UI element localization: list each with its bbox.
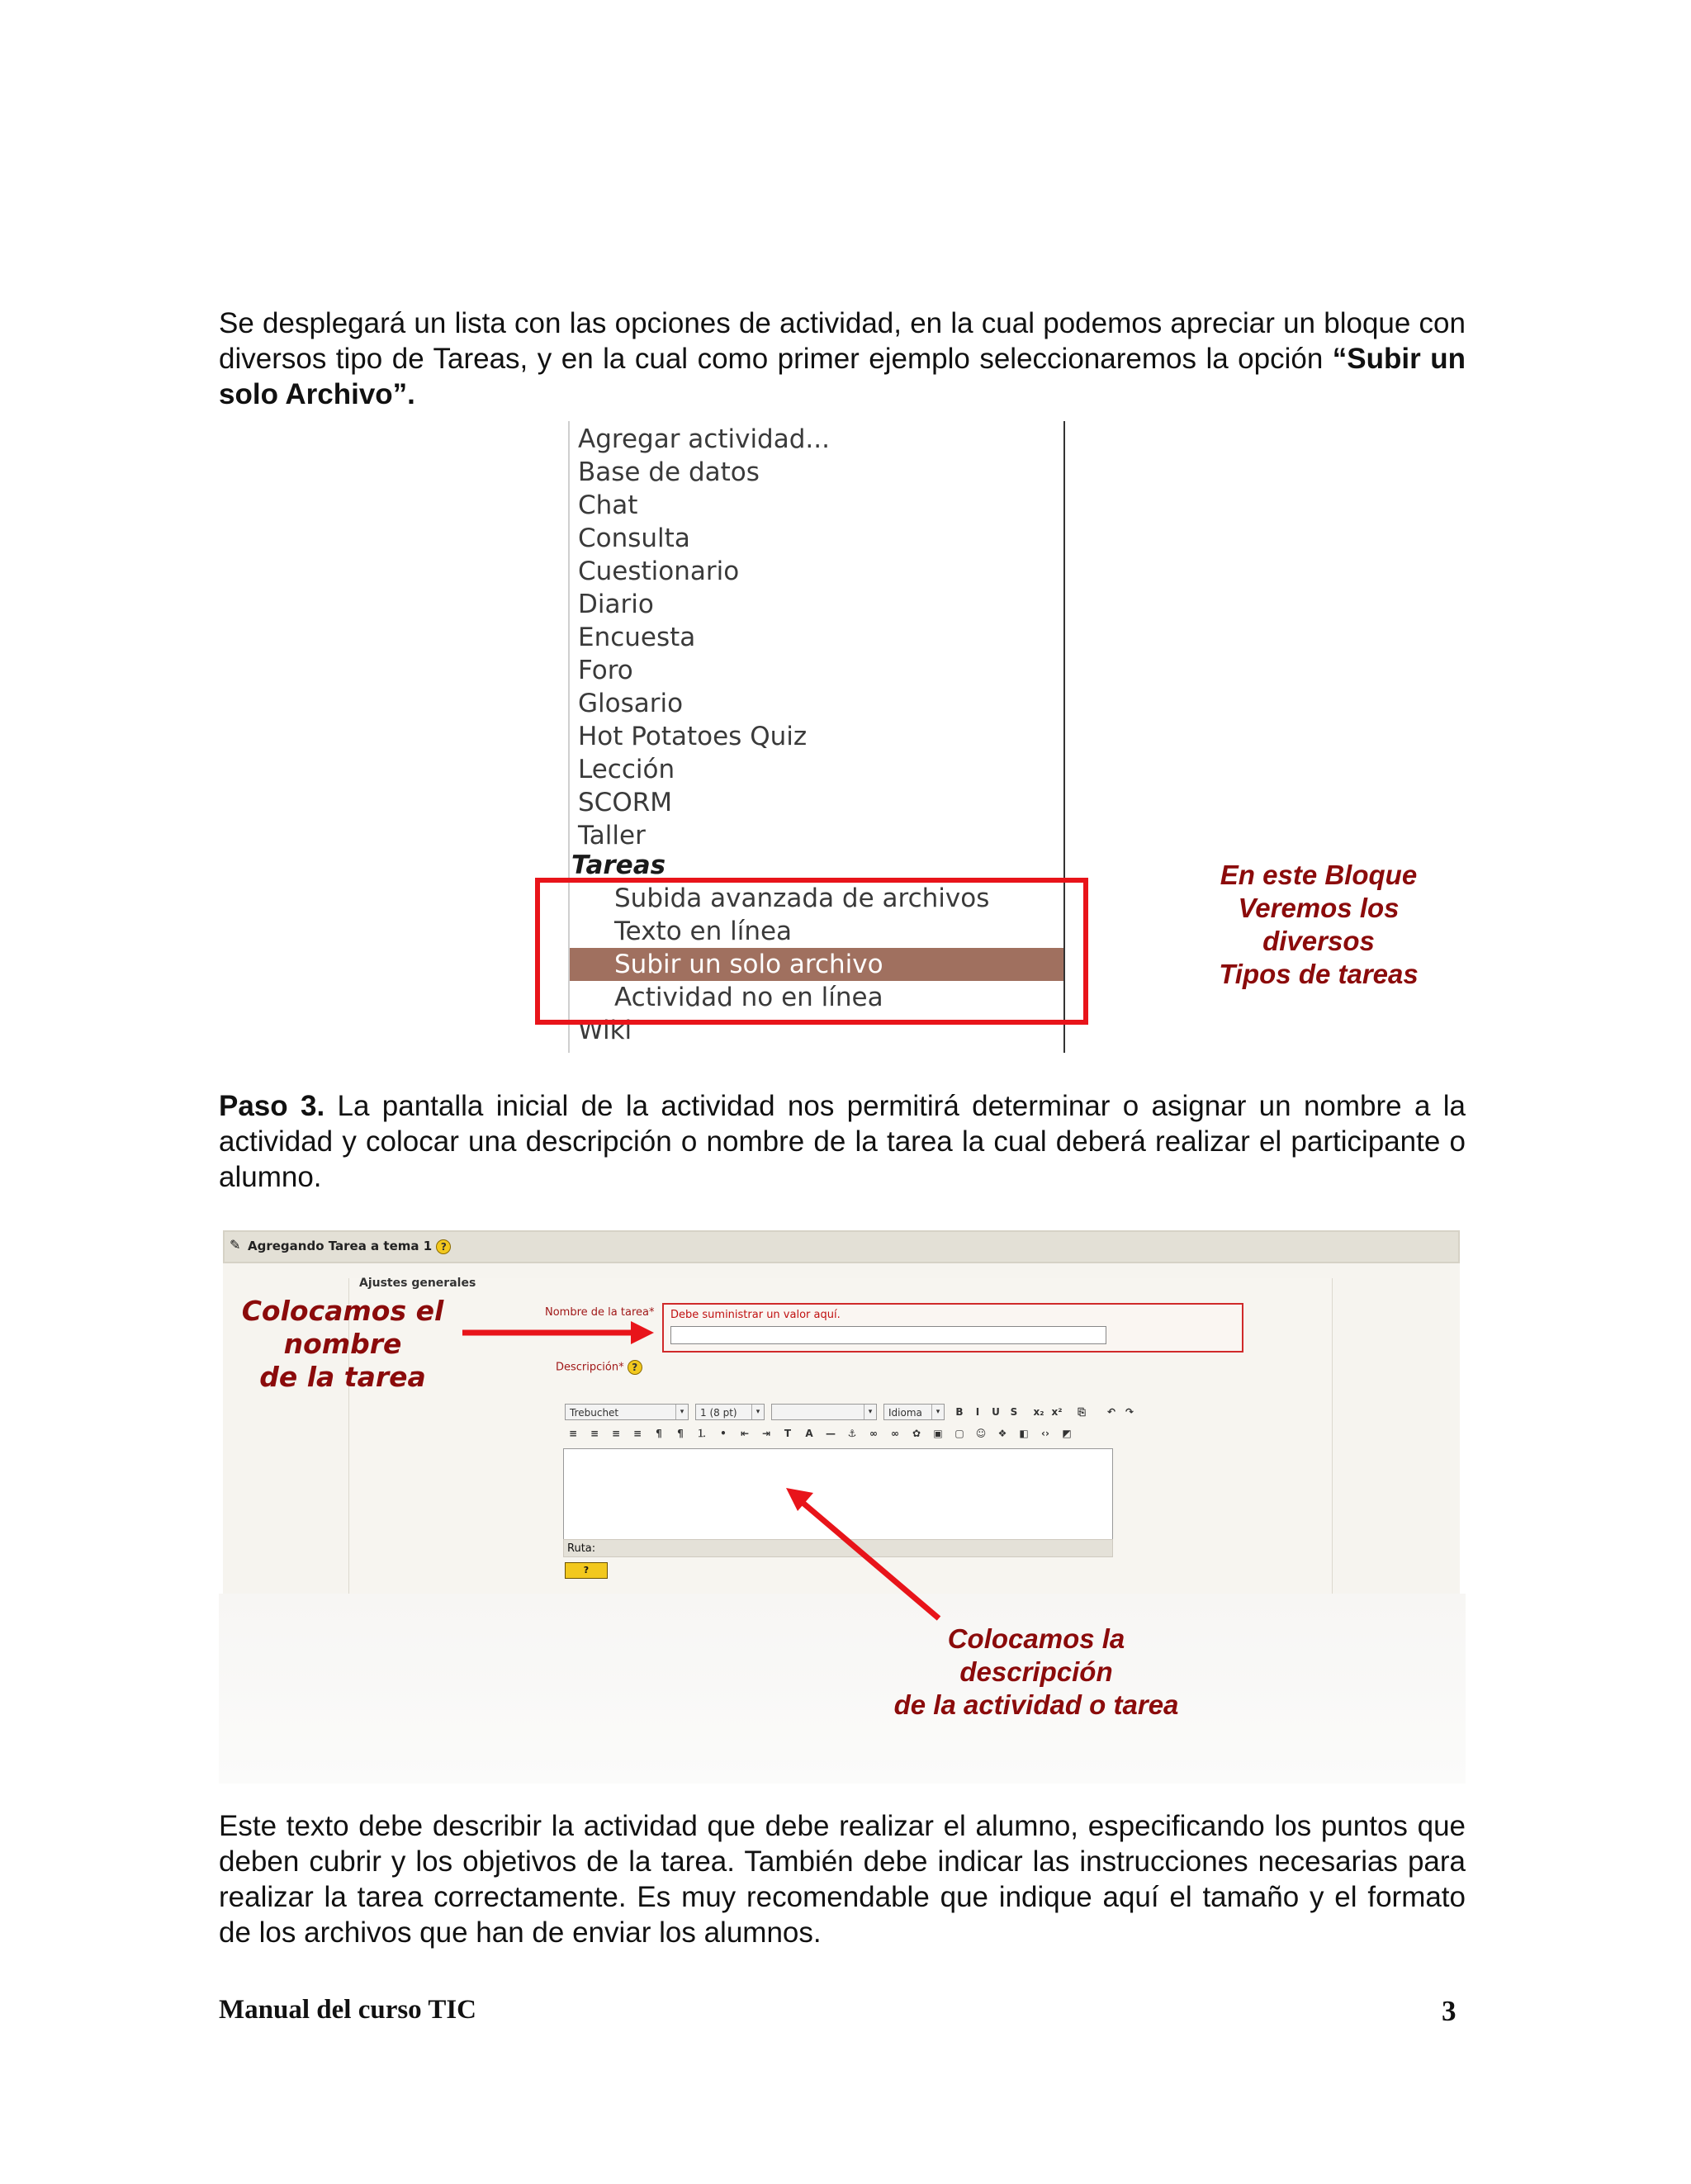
toolbar-button-icon[interactable]: ❖ (997, 1428, 1007, 1439)
toolbar-button-icon[interactable]: ⒈ (696, 1428, 707, 1439)
help-icon[interactable]: ? (628, 1360, 642, 1375)
toolbar-button-icon[interactable]: T (784, 1428, 792, 1439)
closing-paragraph: Este texto debe describir la actividad que debe realizar el alumno, especificando los puntos que deben cubrir y los objetivos de la tarea. También debe indicar las instrucciones necesarias para realizar la tarea correctamente. Es muy recomendable que indique aquí el tamaño y el formato de los archivos que han de enviar los alumnos. (219, 1810, 1466, 1949)
task-name-label: Nombre de la tarea* (545, 1306, 655, 1319)
toolbar-button-icon[interactable]: ▣ (933, 1428, 943, 1439)
dropdown-item[interactable]: Lección (578, 755, 675, 784)
chevron-down-icon: ▾ (864, 1405, 876, 1419)
toolbar-button-icon[interactable]: — (826, 1428, 836, 1439)
dropdown-subitem[interactable]: Subida avanzada de archivos (614, 884, 990, 913)
dropdown-item-selected[interactable]: Subir un solo archivo (570, 948, 1063, 981)
arrow-head-name (631, 1321, 654, 1344)
dropdown-subitem[interactable]: Actividad no en línea (614, 983, 883, 1012)
help-icon[interactable]: ? (436, 1239, 451, 1254)
toolbar-button-icon[interactable]: A (805, 1428, 813, 1439)
toolbar-button-icon[interactable]: ≡ (611, 1428, 621, 1439)
toolbar-button-icon[interactable]: ‹› (1041, 1428, 1049, 1439)
toolbar-button-icon[interactable]: ⎘ (1078, 1406, 1086, 1418)
toolbar-button-icon[interactable]: I (975, 1406, 980, 1418)
annotation-line: Veremos los (1238, 893, 1400, 923)
intro-text: Se desplegará un lista con las opciones de actividad, en la cual podemos apreciar un bloque con diversos tipo de Tareas, y en la cual como primer ejemplo seleccionaremos la opción (219, 307, 1466, 375)
task-name-error: Debe suministrar un valor aquí. (670, 1309, 841, 1321)
dropdown-item[interactable]: Hot Potatoes Quiz (578, 722, 808, 751)
dropdown-item[interactable]: Chat (578, 490, 638, 520)
font-select-value: Trebuchet (570, 1407, 619, 1419)
toolbar-button-icon[interactable]: ◩ (1062, 1428, 1072, 1439)
toolbar-button-icon[interactable]: x₂ (1033, 1406, 1044, 1418)
toolbar-button-icon[interactable]: ✿ (912, 1428, 921, 1439)
dropdown-item[interactable]: SCORM (578, 788, 673, 817)
toolbar-button-icon[interactable]: ⇤ (740, 1428, 750, 1439)
paso3-text: La pantalla inicial de la actividad nos permitirá determinar o asignar un nombre a la actividad y colocar una descripción o nombre de la tarea la cual deberá realizar el participante o alumno. (219, 1090, 1466, 1193)
dropdown-item[interactable]: Consulta (578, 523, 690, 553)
toolbar-button-icon[interactable]: S (1010, 1406, 1018, 1418)
dropdown-item[interactable]: Diario (578, 590, 654, 619)
language-select-value: Idioma (888, 1407, 922, 1419)
dropdown-item-wiki[interactable]: Wiki (578, 1016, 632, 1045)
toolbar-button-icon[interactable]: ☺ (975, 1428, 987, 1439)
dropdown-group-label: Tareas (571, 850, 666, 880)
toolbar-button-icon[interactable]: ¶ (677, 1428, 684, 1439)
annotation-line: En este Bloque (1220, 860, 1418, 890)
chevron-down-icon: ▾ (931, 1405, 944, 1419)
toolbar-button-icon[interactable]: • (720, 1428, 727, 1439)
toolbar-button-icon[interactable]: B (955, 1406, 964, 1418)
dropdown-item[interactable]: Taller (578, 821, 646, 850)
annotation-line: de la actividad o tarea (893, 1689, 1179, 1720)
dropdown-item[interactable]: Glosario (578, 689, 684, 718)
toolbar-button-icon[interactable]: ◧ (1019, 1428, 1029, 1439)
section-title: Ajustes generales (359, 1277, 476, 1290)
arrow-to-description (801, 1501, 939, 1618)
annotation-line: Colocamos la (947, 1623, 1125, 1654)
toolbar-button-icon[interactable]: ≡ (632, 1428, 642, 1439)
toolbar-button-icon[interactable]: ≡ (590, 1428, 599, 1439)
paso3-bold: Paso 3. (219, 1090, 325, 1122)
description-label-text: Descripción* (556, 1361, 624, 1374)
intro-bold: “Subir un solo Archivo”. (219, 343, 1466, 410)
annotation-line: Colocamos el (241, 1295, 444, 1327)
dropdown-item[interactable]: Agregar actividad... (578, 424, 830, 454)
annotation-line: de la tarea (259, 1361, 426, 1393)
path-bar: Ruta: (563, 1539, 1113, 1557)
toolbar-button-icon[interactable]: x² (1051, 1406, 1063, 1418)
size-select-value: 1 (8 pt) (700, 1407, 737, 1419)
annotation-line: descripción (959, 1656, 1113, 1687)
toolbar-button-icon[interactable]: ⚓ (847, 1428, 857, 1439)
chevron-down-icon: ▾ (751, 1405, 764, 1419)
dropdown-item[interactable]: Base de datos (578, 457, 760, 487)
annotation-line: diversos (1262, 926, 1375, 956)
annotation-line: nombre (283, 1328, 402, 1360)
annotation-description (859, 1623, 1214, 1722)
toolbar-button-icon[interactable]: ∞ (891, 1428, 899, 1439)
toolbar-button-icon[interactable]: ↷ (1125, 1406, 1134, 1418)
dropdown-item[interactable]: Encuesta (578, 623, 696, 652)
toolbar-button-icon[interactable]: ▢ (954, 1428, 964, 1439)
chevron-down-icon: ▾ (675, 1405, 688, 1419)
page-number: 3 (1442, 1995, 1457, 2027)
toolbar-button-icon[interactable]: ¶ (656, 1428, 662, 1439)
toolbar-button-icon[interactable]: ∞ (869, 1428, 878, 1439)
footer-title: Manual del curso TIC (219, 1995, 477, 2025)
toolbar-button-icon[interactable]: ≡ (568, 1428, 578, 1439)
editor-help-button[interactable]: ? (565, 1562, 608, 1579)
toolbar-button-icon[interactable]: ⇥ (761, 1428, 771, 1439)
dropdown-item[interactable]: Cuestionario (578, 557, 740, 586)
edit-icon: ✎ (230, 1237, 241, 1253)
annotation-line: Tipos de tareas (1219, 959, 1419, 989)
dropdown-subitem[interactable]: Texto en línea (614, 917, 793, 946)
form-title-text: Agregando Tarea a tema 1 (248, 1239, 433, 1253)
toolbar-button-icon[interactable]: ↶ (1106, 1406, 1116, 1418)
dropdown-item[interactable]: Foro (578, 656, 633, 685)
toolbar-button-icon[interactable]: U (992, 1406, 1000, 1418)
